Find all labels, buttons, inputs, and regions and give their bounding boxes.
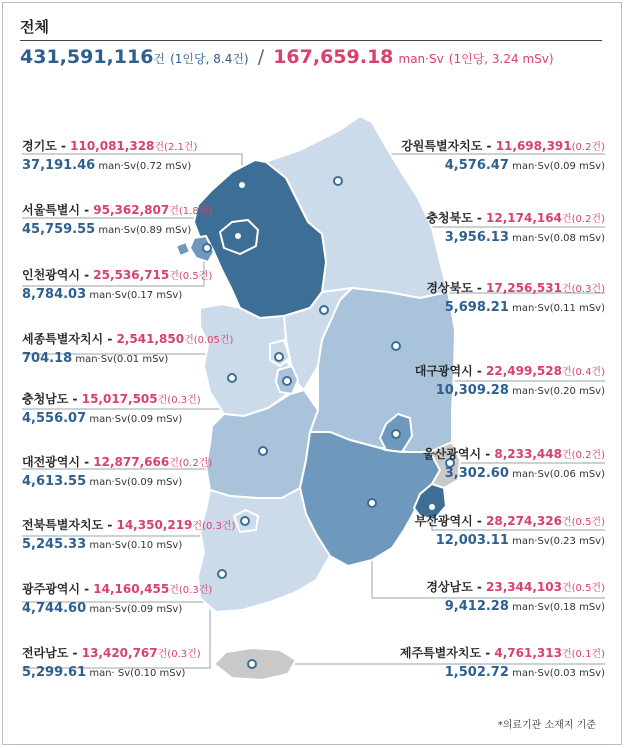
region-count-per: 건(0.1건) [561, 649, 605, 660]
total-count-unit: 건 [153, 52, 166, 66]
region-dose: 10,309.28 [435, 383, 509, 398]
marker-chungnam [228, 374, 236, 382]
region-dose: 5,698.21 [444, 300, 509, 315]
label-incheon [22, 266, 212, 305]
label-jeju [400, 644, 605, 683]
marker-gangwon [334, 177, 342, 185]
region-count-per: 건(0.3건) [157, 395, 201, 406]
region-name: 전북특별자치도 - [22, 518, 117, 532]
label-chungnam [22, 390, 201, 429]
marker-gyeongnam [368, 499, 376, 507]
total-count-per-capita: (1인당, 8.4건) [170, 52, 249, 66]
region-dose-unit: man·Sv(0.17 mSv) [86, 290, 183, 301]
region-count-per: 건(0.05건) [184, 335, 234, 346]
region-count-per: 건(0.5건) [169, 271, 213, 282]
region-dose: 3,956.13 [444, 230, 509, 245]
label-daejeon [22, 453, 212, 492]
region-name: 세종특별자치시 - [22, 332, 117, 346]
region-dose: 5,245.33 [22, 537, 87, 552]
region-count: 8,233,448 [494, 447, 562, 461]
label-sejong [22, 330, 233, 369]
label-jeonbuk [22, 516, 235, 555]
marker-jeju [248, 660, 256, 668]
region-count: 11,698,391 [495, 139, 572, 153]
total-count: 431,591,116 [20, 46, 154, 68]
region-name: 광주광역시 - [22, 582, 94, 596]
region-name: 부산광역시 - [414, 514, 487, 528]
marker-jeonnam [218, 570, 226, 578]
region-count-per: (0.2건) [571, 142, 605, 153]
label-gyeongbuk [426, 279, 605, 318]
region-count: 23,344,103 [486, 580, 562, 594]
footnote: *의료기관 소재지 기준 [497, 720, 596, 731]
region-count-per: 건(0.5건) [561, 517, 605, 528]
region-count: 15,017,505 [81, 392, 158, 406]
region-count: 25,536,715 [93, 268, 170, 282]
region-count: 4,761,313 [494, 646, 562, 660]
summary-separator: / [257, 46, 265, 68]
region-count-per: 건(0.2건) [561, 450, 605, 461]
label-gwangju [22, 580, 212, 619]
label-seoul [22, 201, 212, 240]
label-jeonnam [22, 644, 201, 683]
region-dose: 704.18 [22, 351, 73, 366]
region-count: 28,274,326 [486, 514, 562, 528]
marker-daegu [392, 430, 400, 438]
region-dose-unit: man·Sv(0.09 mSv) [86, 604, 183, 615]
region-count-per: 건(2.1건) [154, 142, 198, 153]
region-incheon-island [176, 242, 190, 256]
region-dose-unit: man·Sv(0.06 mSv) [508, 469, 605, 480]
region-dose: 5,299.61 [22, 665, 87, 680]
region-name: 경상북도 - [426, 281, 487, 295]
label-daegu [415, 362, 605, 401]
region-dose-unit: man·Sv(0.20 mSv) [508, 386, 605, 397]
region-dose-unit: man·Sv(0.09 mSv) [508, 161, 605, 172]
region-count: 14,350,219 [116, 518, 193, 532]
region-dose: 4,744.60 [22, 601, 87, 616]
marker-busan [428, 503, 436, 511]
region-dose-unit: man·Sv(0.09 mSv) [86, 414, 183, 425]
region-count-per: 건(0.5건) [561, 583, 605, 594]
region-dose-unit: man·Sv(0.10 mSv) [86, 540, 183, 551]
region-count: 22,499,528 [486, 364, 562, 378]
region-dose: 4,613.55 [22, 474, 87, 489]
region-count-per: 건(0.4건) [561, 367, 605, 378]
region-name: 경상남도 - [426, 580, 487, 594]
region-name: 인천광역시 - [22, 268, 94, 282]
region-name: 울산광역시 - [423, 447, 495, 461]
label-gangwon [401, 137, 605, 176]
region-dose-unit: man·Sv(0.23 mSv) [508, 536, 605, 547]
total-dose-per-capita: (1인당, 3.24 mSv) [448, 52, 554, 66]
region-dose: 4,576.47 [444, 158, 509, 173]
region-name: 대구광역시 - [414, 364, 487, 378]
region-dose-unit: man·Sv(0.08 mSv) [508, 233, 605, 244]
region-count: 110,081,328 [70, 139, 155, 153]
region-count-per: 건(0.3건) [192, 521, 236, 532]
region-dose: 37,191.46 [22, 158, 96, 173]
label-gyeongnam [426, 578, 605, 617]
label-chungbuk [426, 209, 605, 248]
region-count: 17,256,531 [486, 281, 562, 295]
marker-gwangju [241, 517, 249, 525]
region-name: 서울특별시 - [22, 203, 94, 217]
label-ulsan [423, 445, 605, 484]
region-dose-unit: man·Sv(0.09 mSv) [86, 477, 183, 488]
marker-incheon [203, 244, 211, 252]
region-count-per: 건(0.3건) [157, 649, 201, 660]
marker-daejeon [283, 377, 291, 385]
region-count: 12,877,666 [93, 455, 170, 469]
region-name: 충청남도 - [22, 392, 82, 406]
region-dose-unit: man·Sv(0.89 mSv) [95, 225, 192, 236]
region-dose-unit: man· Sv(0.10 mSv) [86, 668, 186, 679]
region-count: 2,541,850 [116, 332, 185, 346]
region-dose: 4,556.07 [22, 411, 87, 426]
region-dose-unit: man·Sv(0.01 mSv) [72, 354, 169, 365]
region-dose: 12,003.11 [435, 533, 509, 548]
region-dose: 45,759.55 [22, 222, 96, 237]
region-dose-unit: man·Sv(0.03 mSv) [508, 668, 605, 679]
region-name: 전라남도 - [22, 646, 82, 660]
region-name: 제주특별자치도 - [399, 646, 495, 660]
region-count-per: 건(0.2건) [169, 458, 213, 469]
region-name: 경기도 - [22, 139, 71, 153]
region-dose: 9,412.28 [444, 599, 509, 614]
marker-gyeonggi [238, 181, 246, 189]
label-busan [415, 512, 605, 551]
label-gyeonggi [22, 137, 197, 176]
region-count-per: 건(1.8건) [169, 206, 213, 217]
region-count-per: 건(0.3건) [561, 284, 605, 295]
total-dose-unit: man·Sv [398, 52, 444, 66]
region-name: 대전광역시 - [22, 455, 94, 469]
marker-seoul [234, 232, 242, 240]
region-dose: 1,502.72 [444, 665, 509, 680]
marker-jeonbuk [259, 447, 267, 455]
marker-sejong [275, 353, 283, 361]
region-count: 14,160,455 [93, 582, 170, 596]
region-dose: 8,784.03 [22, 287, 87, 302]
region-name: 강원특별자치도 - [401, 139, 496, 153]
region-count-per: 건(0.2건) [561, 214, 605, 225]
page-title: 전체 [20, 18, 49, 36]
region-name: 충청북도 - [426, 211, 487, 225]
marker-gyeongbuk [392, 342, 400, 350]
region-count-per: 건(0.3건) [169, 585, 213, 596]
total-dose: 167,659.18 [273, 46, 394, 68]
region-dose: 3,302.60 [444, 466, 509, 481]
region-count: 13,420,767 [81, 646, 158, 660]
region-dose-unit: man·Sv(0.18 mSv) [508, 602, 605, 613]
region-count: 95,362,807 [93, 203, 170, 217]
region-dose-unit: man·Sv(0.72 mSv) [95, 161, 192, 172]
marker-chungbuk [320, 306, 328, 314]
region-count: 12,174,164 [486, 211, 562, 225]
region-dose-unit: man·Sv(0.11 mSv) [508, 303, 605, 314]
